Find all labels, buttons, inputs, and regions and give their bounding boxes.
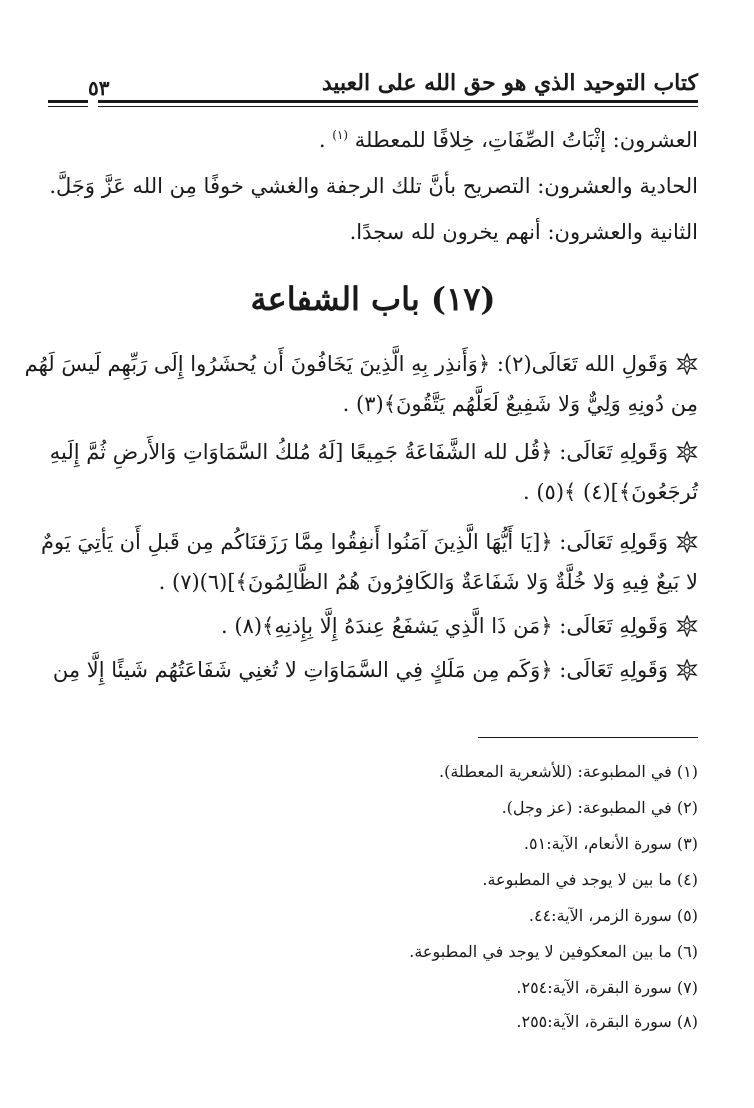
header-rule: [98, 100, 698, 103]
verse-text: وَقَولِ الله تَعَالَى(٢): ﴿وَأَنذِر بِهِ الَّذِينَ يَخَافُونَ أَن يُحشَرُوا إِلَى رَبِّهِم لَيسَ لَهُم: [24, 352, 668, 376]
flower-ornament-icon: [676, 615, 698, 637]
footnote-item: (٥) سورة الزمر، الآية:٤٤.: [528, 906, 698, 925]
footnote-item: (٣) سورة الأنعام، الآية:٥١.: [523, 834, 698, 853]
verse-line: [41, 530, 698, 554]
page-number-rule-thin: [48, 106, 88, 107]
verse-text: مِن دُونِهِ وَلِيٌّ وَلا شَفِيعٌ لَعَلَّهُم يَتَّقُونَ﴾(٣) .: [342, 392, 698, 416]
verse-text: وَقَولِهِ تَعَالَى: ﴿[يَا أَيُّهَا الَّذِينَ آمَنُوا أَنفِقُوا مِمَّا رَزَقنَاكُم مِن قَبلِ أَن يَأتِيَ يَومٌ: [41, 530, 668, 554]
header-rule-thin: [98, 106, 698, 107]
verse-line: [50, 440, 698, 464]
intro-line-text: الثانية والعشرون: أنهم يخرون لله سجدًا.: [349, 220, 698, 244]
verse-line: [221, 614, 698, 638]
verse-text: وَقَولِهِ تَعَالَى: ﴿مَن ذَا الَّذِي يَشفَعُ عِندَهُ إِلَّا بِإِذنِهِ﴾(٨) .: [221, 614, 668, 638]
verse-line: [523, 480, 698, 504]
footnote-item: (٤) ما بين لا يوجد في المطبوعة.: [482, 870, 698, 889]
verse-line: [159, 570, 698, 594]
footnote-ref: (١): [332, 128, 349, 142]
page-number-rule: [48, 100, 88, 103]
page-number: ٥٣: [88, 76, 110, 100]
verse-text: تُرجَعُونَ﴾](٤) ﴾(٥) .: [523, 480, 698, 504]
intro-line-tail: .: [318, 128, 326, 152]
footnote-item: (١) في المطبوعة: (للأشعرية المعطلة).: [439, 762, 698, 781]
intro-line: [49, 174, 698, 198]
running-title: كتاب التوحيد الذي هو حق الله على العبيد: [321, 70, 698, 96]
flower-ornament-icon: [676, 659, 698, 681]
verse-text: وَقَولِهِ تَعَالَى: ﴿وَكَم مِن مَلَكٍ فِي السَّمَاوَاتِ لا تُغنِي شَفَاعَتُهُم شَيئًا إِلَّا مِن: [52, 658, 668, 682]
verse-text: وَقَولِهِ تَعَالَى: ﴿قُل لله الشَّفَاعَةُ جَمِيعًا [لَهُ مُلكُ السَّمَاوَاتِ وَالأَرضِ ثُمَّ إِلَيهِ: [49, 440, 668, 464]
footnote-item: (٦) ما بين المعكوفين لا يوجد في المطبوعة.: [409, 942, 698, 961]
footnote-item: (٧) سورة البقرة، الآية:٢٥٤.: [516, 978, 698, 997]
verse-line: [53, 658, 698, 682]
verse-line: [25, 352, 698, 376]
verse-text: لا بَيعٌ فِيهِ وَلا خُلَّةٌ وَلا شَفَاعَةٌ وَالكَافِرُونَ هُمُ الظَّالِمُونَ﴾](٦)(٧) .: [158, 570, 698, 594]
intro-line-text: الحادية والعشرون: التصريح بأنَّ تلك الرجفة والغشي خوفًا مِن الله عَزَّ وَجَلَّ.: [49, 174, 698, 198]
intro-line: [319, 128, 698, 152]
chapter-title: (١٧) باب الشفاعة: [250, 280, 496, 318]
flower-ornament-icon: [676, 441, 698, 463]
flower-ornament-icon: [676, 353, 698, 375]
footnote-item: (٨) سورة البقرة، الآية:٢٥٥.: [516, 1012, 698, 1031]
verses-block: [24, 352, 698, 692]
footnote-separator: [478, 737, 698, 738]
verse-line: [343, 392, 698, 416]
page-header: [48, 62, 698, 112]
intro-line-text: العشرون: إثْبَاتُ الصِّفَاتِ، خِلافًا للمعطلة: [354, 128, 698, 152]
flower-ornament-icon: [676, 531, 698, 553]
intro-block: [48, 128, 698, 258]
intro-line: [350, 220, 698, 244]
footnote-item: (٢) في المطبوعة: (عز وجل).: [501, 798, 698, 817]
